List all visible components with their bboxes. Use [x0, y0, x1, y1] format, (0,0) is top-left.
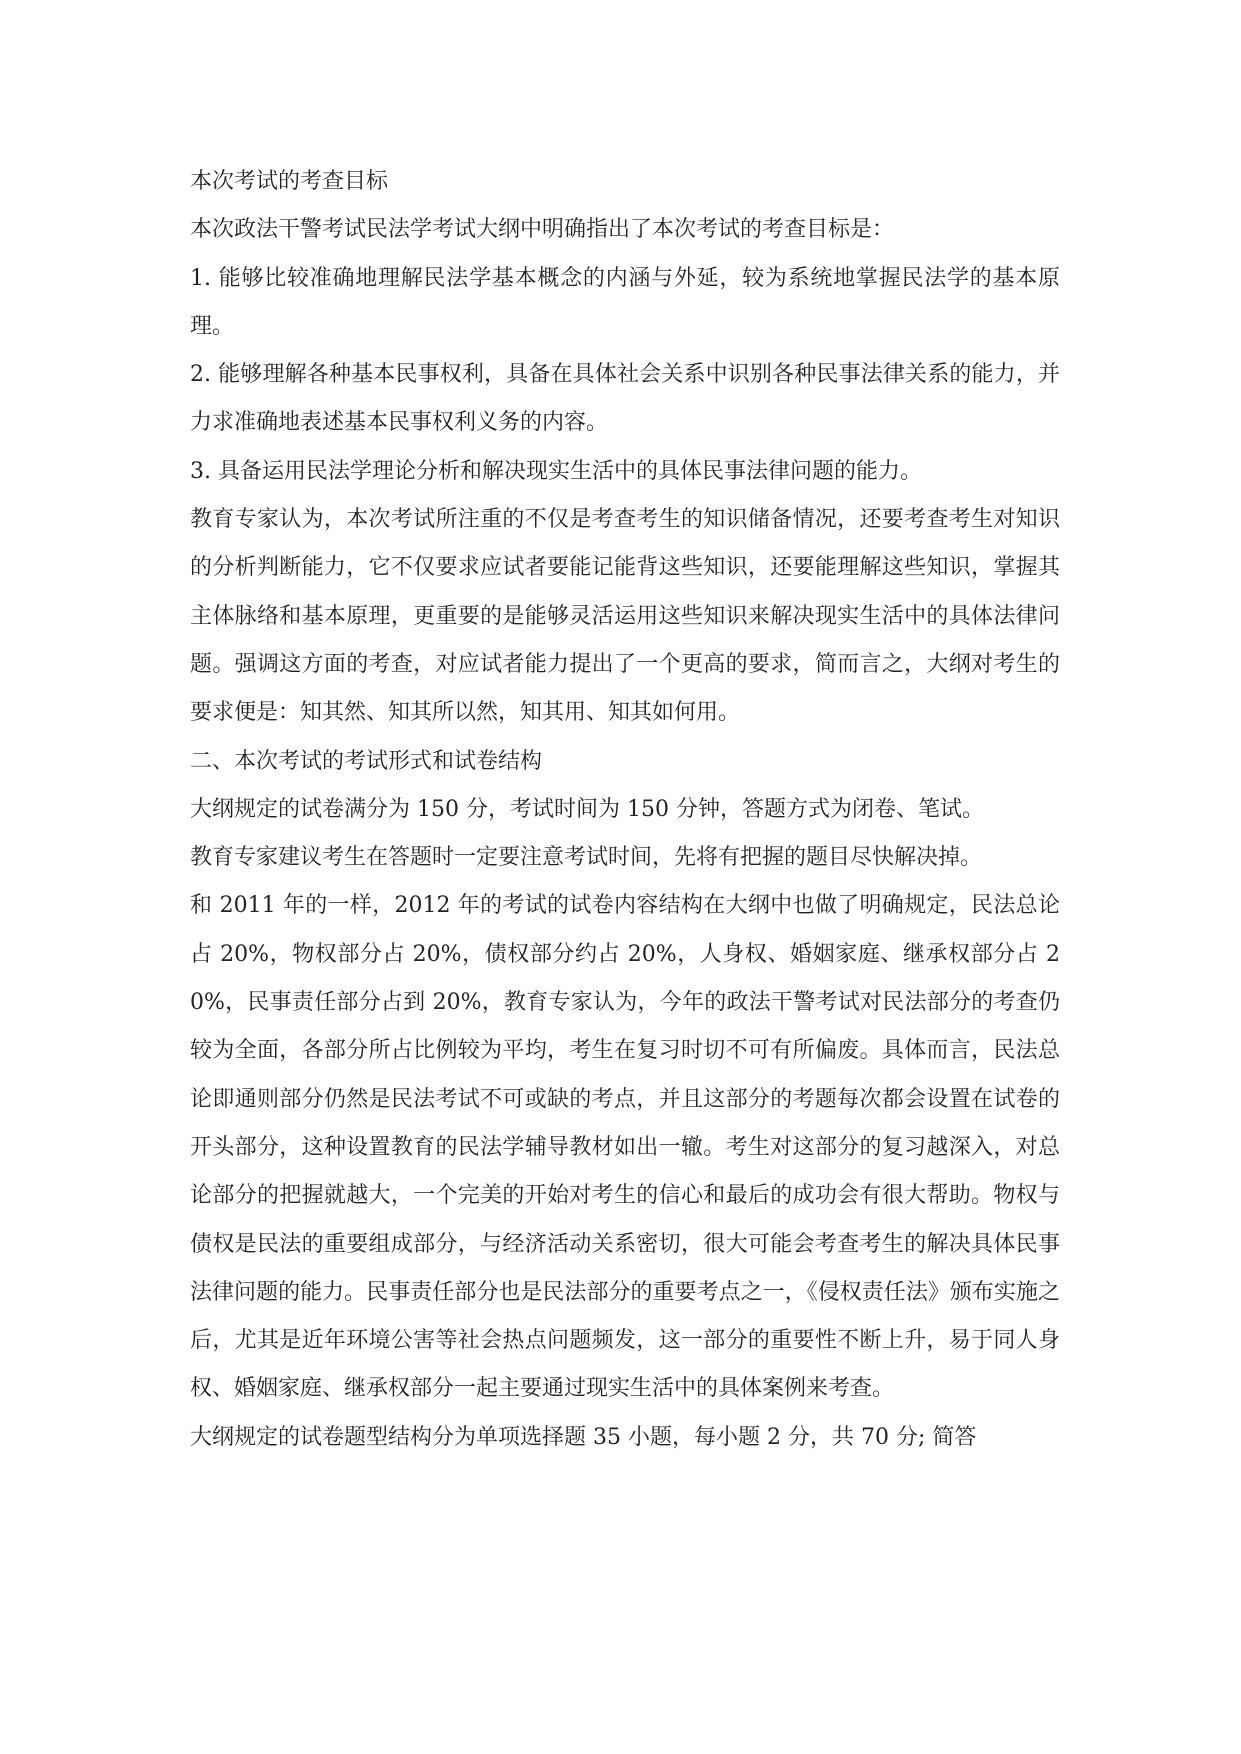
paragraph-score-time: 大纲规定的试卷满分为 150 分，考试时间为 150 分钟，答题方式为闭卷、笔试。 [190, 796, 984, 822]
list-item-1: 1. 能够比较准确地理解民法学基本概念的内涵与外延，较为系统地掌握民法学的基本原理。 [190, 265, 1060, 339]
paragraph-question-types: 大纲规定的试卷题型结构分为单项选择题 35 小题，每小题 2 分，共 70 分; 简答 [190, 1424, 977, 1450]
section-heading-exam-objectives: 本次考试的考查目标 [190, 169, 389, 194]
section-heading-exam-format: 二、本次考试的考试形式和试卷结构 [190, 748, 543, 774]
paragraph-expert-opinion: 教育专家认为，本次考试所注重的不仅是考查考生的知识储备情况，还要考查考生对知识的分析判断能力，它不仅要求应试者要能记能背这些知识，还要能理解这些知识，掌握其主体脉络和基本原理，更重要的是能够灵活运用这些知识来解决现实生活中的具体法律问题。强调这方面的考查，对应试者能力提出了一个更高的要求，简而言之，大纲对考生的要求便是：知其然、知其所以然，知其用、知其如何用。 [190, 507, 1060, 726]
paragraph-intro: 本次政法干警考试民法学考试大纲中明确指出了本次考试的考查目标是： [190, 217, 895, 243]
list-item-3: 3. 具备运用民法学理论分析和解决现实生活中的具体民事法律问题的能力。 [190, 458, 922, 484]
paragraph-content-structure: 和 2011 年的一样，2012 年的考试的试卷内容结构在大纲中也做了明确规定，民法总论占 20%，物权部分占 20%，债权部分约占 20%，人身权、婚姻家庭、继承权部分占 20%，民事责任部分占到 20%，教育专家认为，今年的政法干警考试对民法部分的考查仍较为全面，各部分所占比例较为平均，考生在复习时切不可有所偏废。具体而言，民法总论即通则部分仍然是民法考试不可或缺的考点，并且这部分的考题每次都会设置在试卷的开头部分，这种设置教育的民法学辅导教材如出一辙。考生对这部分的复习越深入，对总论部分的把握就越大，一个完美的开始对考生的信心和最后的成功会有很大帮助。物权与债权是民法的重要组成部分，与经济活动关系密切，很大可能会考查考生的解决具体民事法律问题的能力。民事责任部分也是民法部分的重要考点之一，《侵权责任法》颁布实施之后，尤其是近年环境公害等社会热点问题频发，这一部分的重要性不断上升，易于同人身权、婚姻家庭、继承权部分一起主要通过现实生活中的具体案例来考查。 [190, 893, 1060, 1402]
document-body [190, 158, 1060, 1462]
list-item-2: 2. 能够理解各种基本民事权利，具备在具体社会关系中识别各种民事法律关系的能力，并力求准确地表述基本民事权利义务的内容。 [190, 362, 1060, 436]
paragraph-expert-advice: 教育专家建议考生在答题时一定要注意考试时间，先将有把握的题目尽快解决掉。 [190, 845, 983, 871]
